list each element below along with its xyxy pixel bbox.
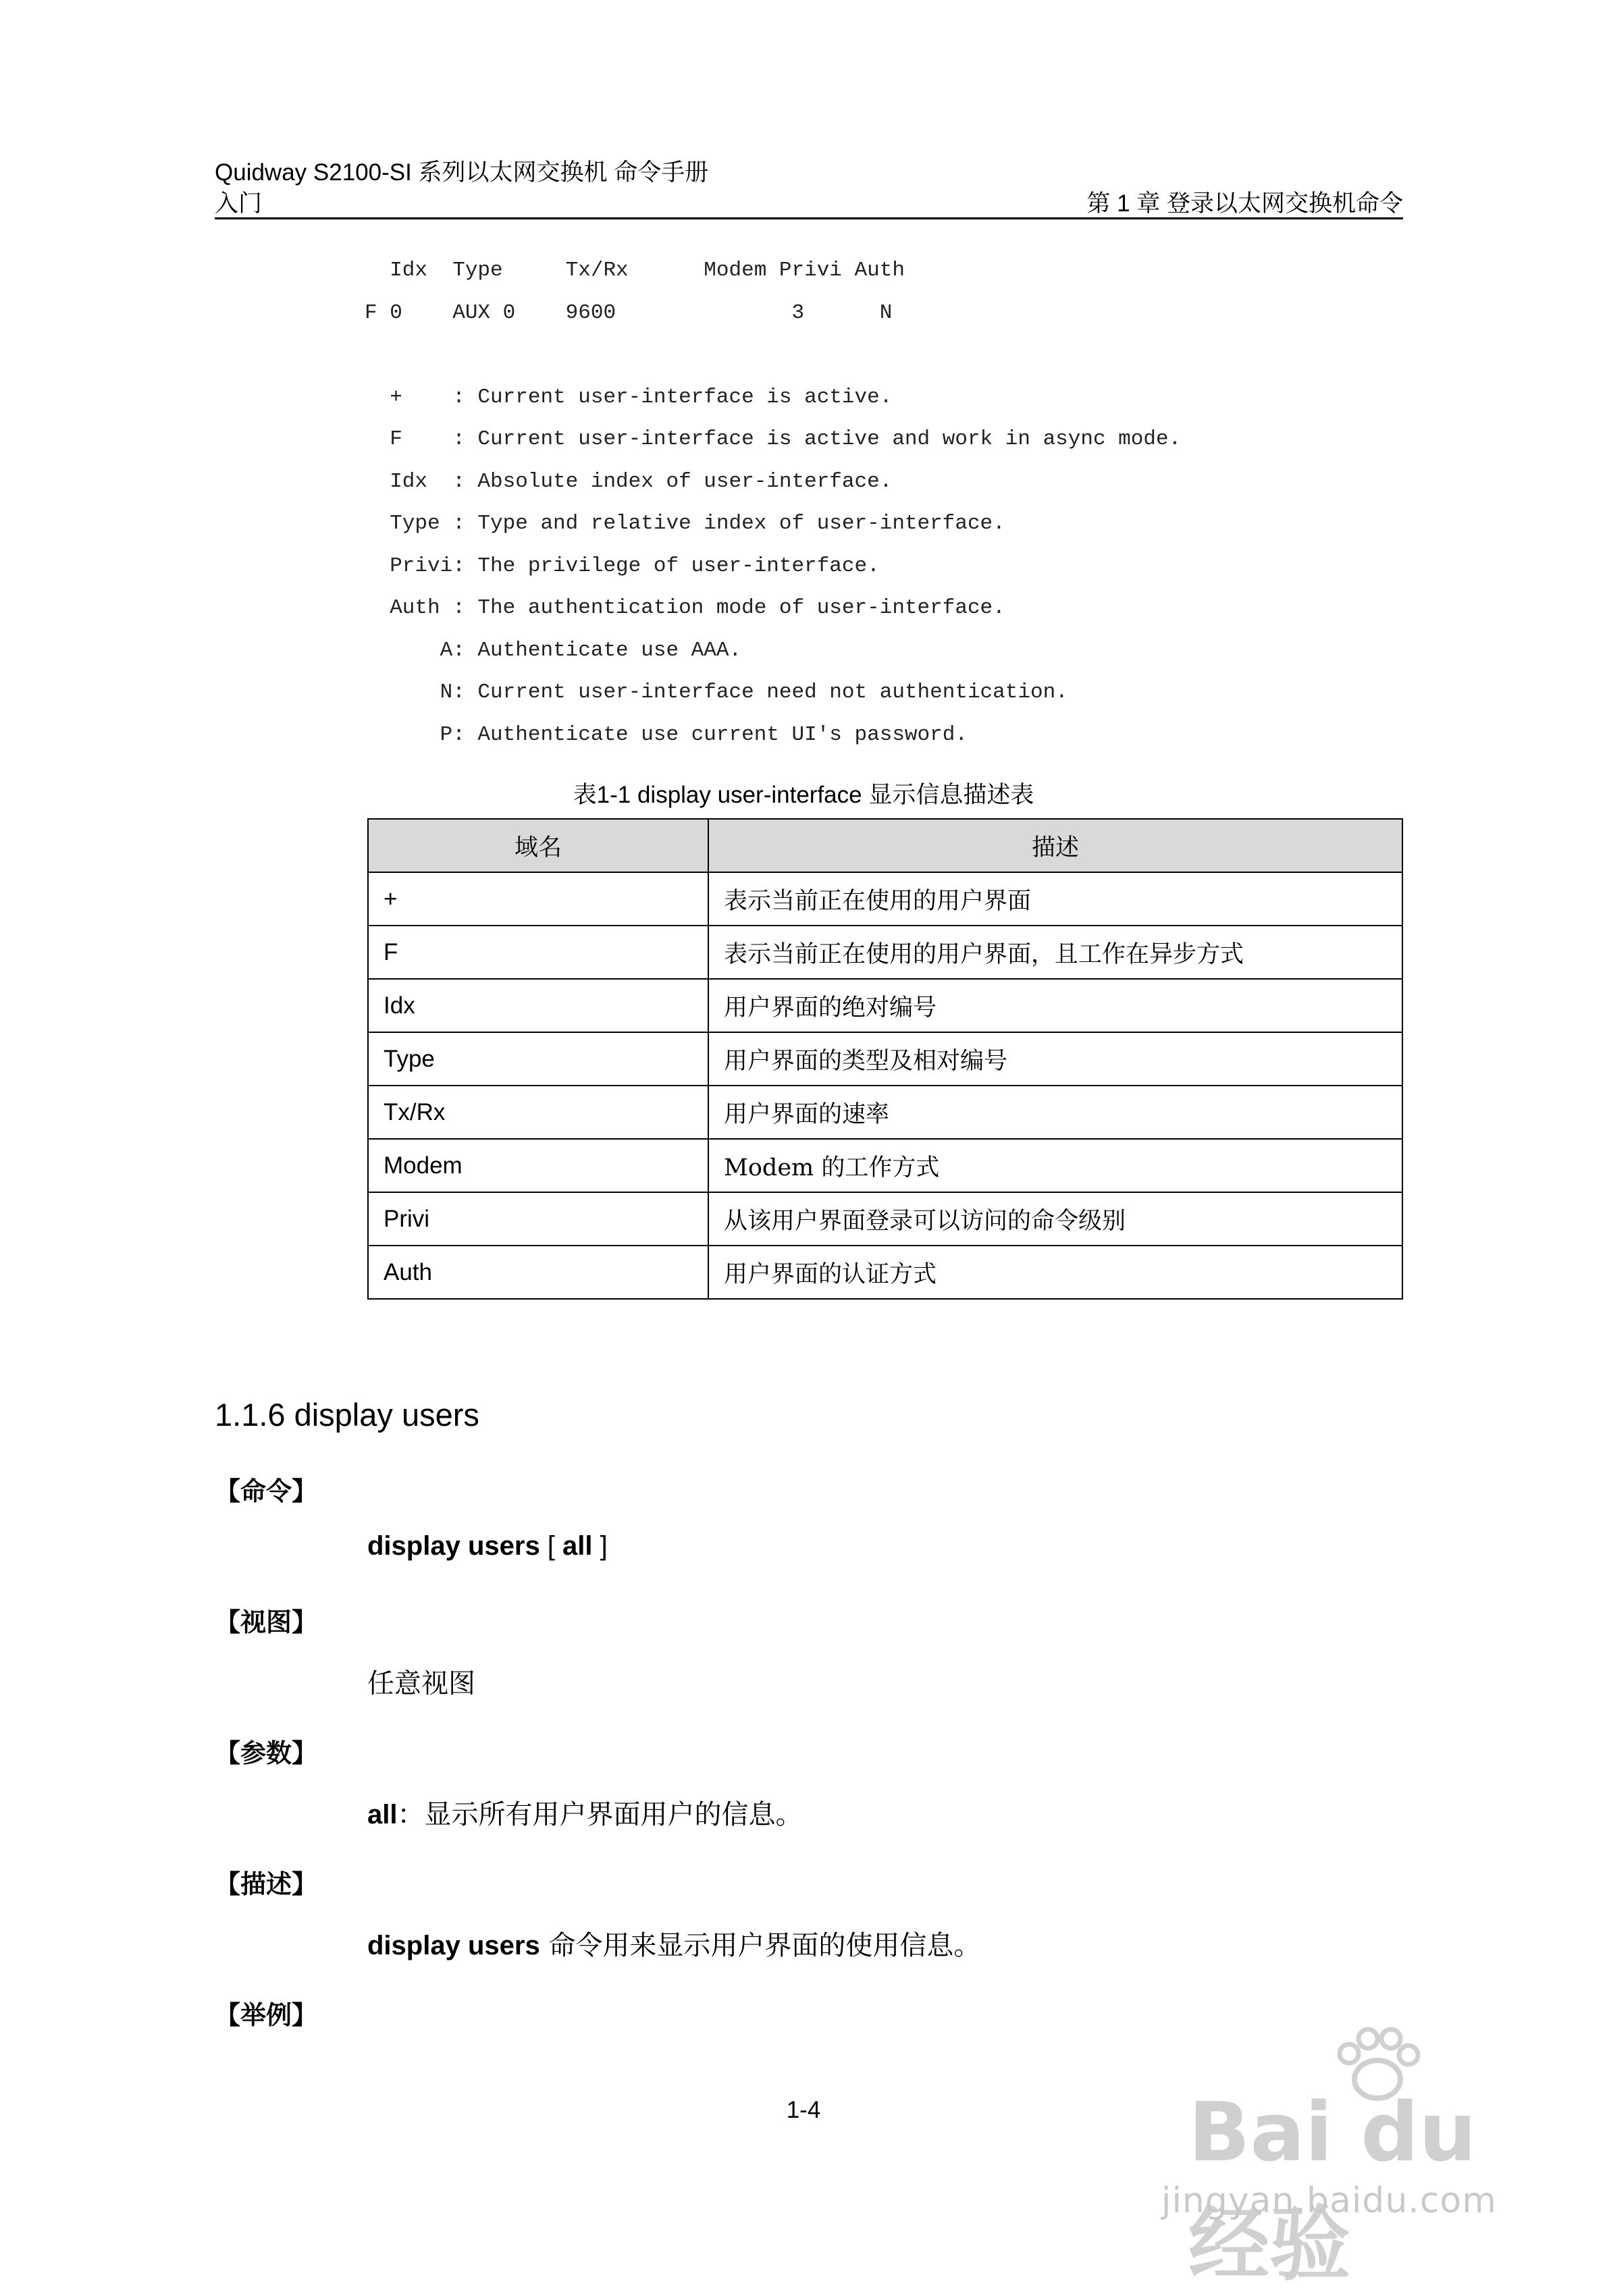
header-divider [215,217,1403,219]
manual-title: Quidway S2100-SI 系列以太网交换机 命令手册 [215,159,709,186]
table-caption: 表1-1 display user-interface 显示信息描述表 [573,782,1034,808]
table-cell-description: 用户界面的速率 [708,1086,1402,1139]
watermark-logo: Bai du 经验 [1188,2086,1477,2292]
table-cell-field: + [368,872,708,926]
chapter-title: 第 1 章 登录以太网交换机命令 [1086,190,1403,217]
example-label: 【举例】 [215,2002,318,2030]
table-cell-field: Type [368,1032,708,1086]
field-description-table [367,818,1403,1300]
command-name: display users [367,1531,540,1561]
parameter-label: 【参数】 [215,1740,318,1768]
command-syntax [367,1531,608,1561]
table-cell-field: Auth [368,1246,708,1299]
watermark-url: jingyan.baidu.com [1161,2181,1497,2221]
table-row [368,872,1402,926]
table-cell-field: F [368,926,708,979]
table-header-row [368,819,1402,872]
description-body: 命令用来显示用户界面的使用信息。 [539,1930,981,1961]
table-cell-description: 用户界面的认证方式 [708,1246,1402,1299]
table-cell-field: Idx [368,979,708,1032]
command-label: 【命令】 [215,1478,318,1506]
description-command: display users [367,1931,540,1960]
table-row [368,1139,1402,1192]
parameter-description: ：显示所有用户界面用户的信息。 [397,1799,803,1830]
view-label: 【视图】 [215,1609,318,1637]
table-cell-field: Tx/Rx [368,1086,708,1139]
description-label: 【描述】 [215,1871,318,1899]
table-cell-description: 用户界面的绝对编号 [708,979,1402,1032]
parameter-name: all [367,1800,398,1830]
table-row [368,1032,1402,1086]
command-bracket-close: ] [592,1531,608,1561]
command-keyword: all [562,1531,593,1561]
table-row [368,1086,1402,1139]
command-output-code-block: Idx Type Tx/Rx Modem Privi Auth F 0 AUX 0 9600 3 N + : Current user-interface is active. F : Current user-interface is active and work in async mode. Idx : Absolute index of user-interface. Type : Type and relative index of user-interface. Privi: The privilege of user-interface. Auth : The authentication mode of user-interface. A: Authenticate use AAA. N: Current user-interface need not authentication. P: Authenticate use current UI's password. [365,259,1182,747]
table-row [368,926,1402,979]
parameter-text [367,1793,802,1832]
table-cell-field: Privi [368,1192,708,1246]
table-row [368,1246,1402,1299]
table-row [368,979,1402,1032]
table-cell-description: 表示当前正在使用的用户界面 [708,872,1402,926]
table-row [368,1192,1402,1246]
baidu-jingyan-watermark [1161,2025,1512,2292]
table-cell-description: Modem 的工作方式 [708,1139,1402,1192]
view-text: 任意视图 [367,1668,475,1699]
table-cell-field: Modem [368,1139,708,1192]
table-cell-description: 表示当前正在使用的用户界面，且工作在异步方式 [708,926,1402,979]
table-cell-description: 用户界面的类型及相对编号 [708,1032,1402,1086]
description-text [367,1924,980,1963]
table-header-field: 域名 [368,819,708,872]
page-number: 1-4 [786,2097,821,2123]
table-header-description: 描述 [708,819,1402,872]
section-heading: 1.1.6 display users [215,1397,479,1433]
command-bracket-open: [ [539,1531,563,1561]
manual-section: 入门 [215,190,263,217]
table-cell-description: 从该用户界面登录可以访问的命令级别 [708,1192,1402,1246]
